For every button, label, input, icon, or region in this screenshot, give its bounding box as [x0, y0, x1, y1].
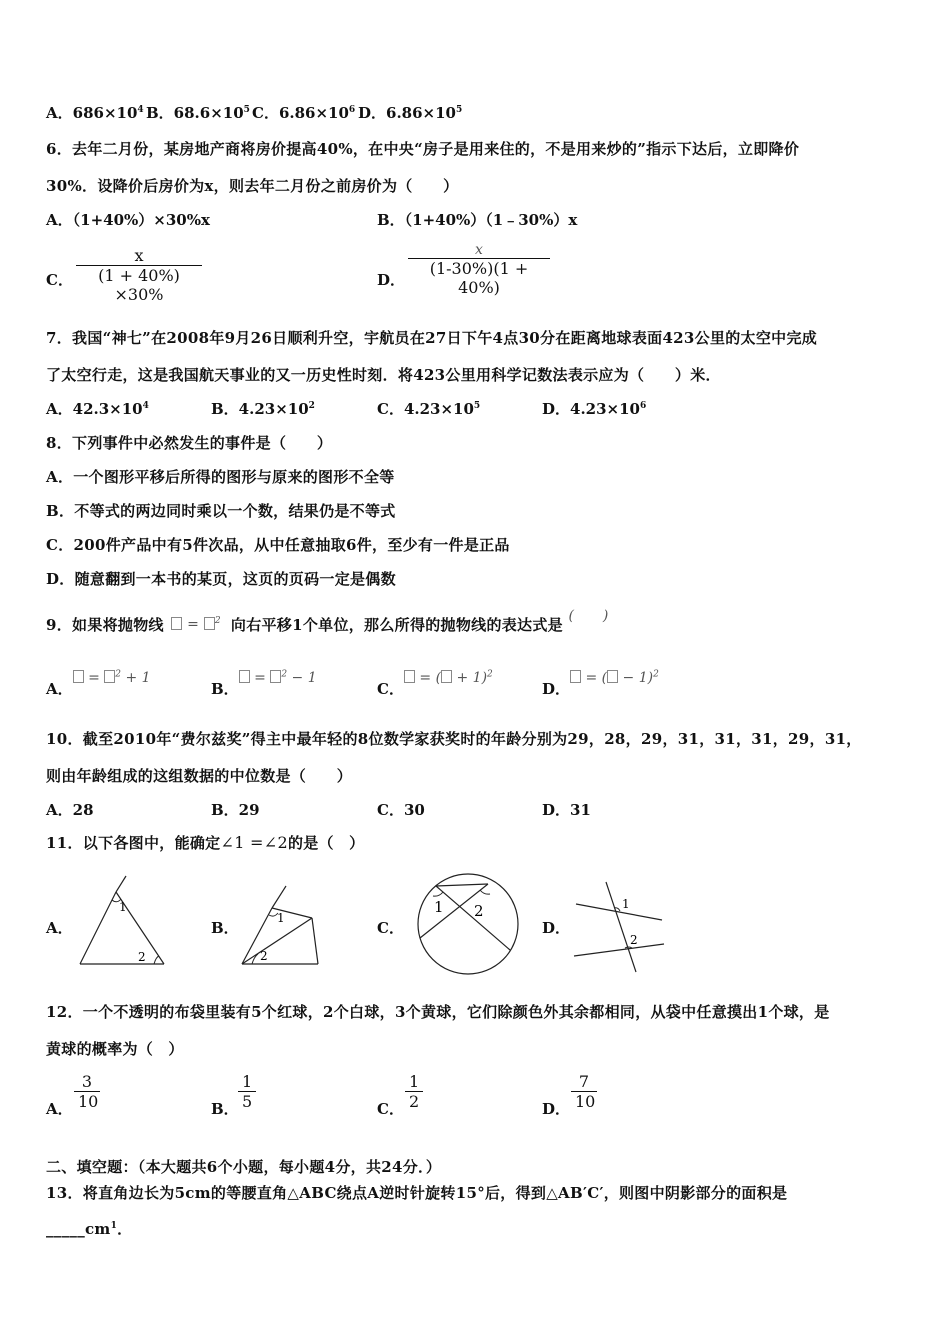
- q10-option-c: C．30: [377, 801, 425, 819]
- q12-stem-line1: 12．一个不透明的布袋里装有5个红球，2个白球，3个黄球，它们除颜色外其余都相同，从袋中任意摸出1个球，是: [46, 1003, 830, 1021]
- q11-c-label-2: 2: [474, 902, 484, 920]
- q6-option-b: B．（1+40%）（1﹣30%）x: [377, 211, 578, 229]
- q6-option-c-label: C．: [46, 271, 73, 289]
- q6-option-d-fraction: [408, 242, 550, 297]
- q6-option-d-label: D．: [377, 271, 406, 289]
- q10-option-d: D．31: [542, 801, 591, 819]
- q12-option-c-fraction: 1 2: [405, 1072, 423, 1111]
- q8-option-b: B．不等式的两边同时乘以一个数，结果仍是不等式: [46, 502, 396, 520]
- q11-option-c: C．: [377, 919, 404, 937]
- q11-figure-d: [572, 878, 668, 974]
- q6-c-numerator: x: [134, 246, 144, 265]
- q11-d-label-1: 1: [622, 897, 630, 911]
- q6-option-c-fraction: [76, 246, 202, 304]
- q12-stem-line2: 黄球的概率为（ ）: [46, 1040, 184, 1058]
- q11-b-label-1: 1: [277, 911, 285, 925]
- q6-d-denominator: (1-30%)(1 + 40%): [429, 259, 529, 297]
- q7-option-a: A．$42.3\times 10^4$: [46, 400, 149, 418]
- q6-stem-line2: 30%．设降价后房价为x，则去年二月份之前房价为（ ）: [46, 177, 459, 195]
- q7-option-b: B．$4.23\times 10^2$: [211, 400, 315, 418]
- q12-option-d-fraction: 7 10: [571, 1072, 597, 1111]
- q6-stem-line1: 6．去年二月份，某房地产商将房价提高40%，在中央“房子是用来住的，不是用来炒的”指示下达后，立即降价: [46, 140, 800, 158]
- q9-option-c: C． = ( + 1)$^2$: [377, 669, 493, 698]
- q11-figure-b: [238, 882, 324, 968]
- q13-answer-blank: $\_\_\_\_\_cm^1$．: [46, 1220, 133, 1238]
- q5-option-c: C．$6.86\times 10^6$: [252, 104, 356, 122]
- q8-option-a: A．一个图形平移后所得的图形与原来的图形不全等: [46, 468, 395, 486]
- q8-option-d: D．随意翻到一本书的某页，这页的页码一定是偶数: [46, 570, 396, 588]
- q11-figure-c: [412, 868, 524, 980]
- q7-stem-line1: 7．我国“神七”在2008年9月26日顺利升空，宇航员在27日下午4点30分在距离地球表面423公里的太空中完成: [46, 329, 818, 347]
- q12-option-a-label: A．: [46, 1100, 73, 1118]
- q8-option-c: C．200件产品中有5件次品，从中任意抽取6件，至少有一件是正品: [46, 536, 510, 554]
- q9-parabola-expr: = $^2$: [171, 616, 221, 633]
- q6-option-a: A．（1+40%）×30%x: [46, 211, 210, 229]
- q11-option-b: B．: [211, 919, 239, 937]
- q11-angle-expr: ∠1 =∠2: [220, 833, 288, 852]
- q12-option-b-label: B．: [211, 1100, 239, 1118]
- q10-stem-line1: 10．截至2010年“费尔兹奖”得主中最年轻的8位数学家获奖时的年龄分别为29，28，29，31，31，31，29，31，: [46, 730, 862, 748]
- section-2-title: 二、填空题：（本大题共6个小题，每小题4分，共24分．）: [46, 1158, 442, 1176]
- q11-a-label-2: 2: [138, 950, 146, 964]
- q12-option-d-label: D．: [542, 1100, 571, 1118]
- q13-stem-line1: 13．将直角边长为5cm的等腰直角△ABC绕点A逆时针旋转15°后，得到△AB′C′，则图中阴影部分的面积是: [46, 1184, 788, 1202]
- q8-stem: 8．下列事件中必然发生的事件是（ ）: [46, 434, 333, 452]
- q9-option-b: B． = $^2$ − 1: [211, 669, 317, 698]
- q11-figure-a: [76, 872, 172, 968]
- q12-option-b-fraction: 1 5: [238, 1072, 256, 1111]
- q12-option-a-fraction: 3 10: [74, 1072, 100, 1111]
- q5-option-d: D．$6.86\times 10^5$: [358, 104, 463, 122]
- q11-d-label-2: 2: [630, 933, 638, 947]
- q11-option-d: D．: [542, 919, 571, 937]
- q7-option-c: C．$4.23\times 10^5$: [377, 400, 481, 418]
- q11-a-label-1: 1: [119, 900, 127, 914]
- q10-option-a: A．28: [46, 801, 94, 819]
- q10-stem-line2: 则由年龄组成的这组数据的中位数是（ ）: [46, 767, 353, 785]
- q11-c-label-1: 1: [434, 898, 444, 916]
- q11-b-label-2: 2: [260, 949, 268, 963]
- q6-c-denominator: (1 + 40%) ×30%: [98, 266, 180, 304]
- q11-option-a: A．: [46, 919, 73, 937]
- q9-stem: 9．如果将抛物线 = $^2$ 向右平移1个单位，那么所得的抛物线的表达式是 ( ): [46, 608, 609, 634]
- q9-option-d: D． = ( − 1)$^2$: [542, 669, 659, 698]
- q7-stem-line2: 了太空行走，这是我国航天事业的又一历史性时刻．将423公里用科学记数法表示应为（ ）米．: [46, 366, 721, 384]
- q7-option-d: D．$4.23\times 10^6$: [542, 400, 647, 418]
- q5-option-a: A．$686\times 10^4$: [46, 104, 144, 122]
- q9-paren: ( ): [568, 608, 609, 624]
- q11-stem: 11．以下各图中，能确定∠1 =∠2的是（ ）: [46, 833, 365, 852]
- q9-option-a: A． = $^2$ + 1: [46, 669, 151, 698]
- q12-option-c-label: C．: [377, 1100, 404, 1118]
- q10-option-b: B．29: [211, 801, 260, 819]
- q5-option-b: B．$68.6\times 10^5$: [146, 104, 250, 122]
- q6-d-numerator: x: [475, 242, 483, 258]
